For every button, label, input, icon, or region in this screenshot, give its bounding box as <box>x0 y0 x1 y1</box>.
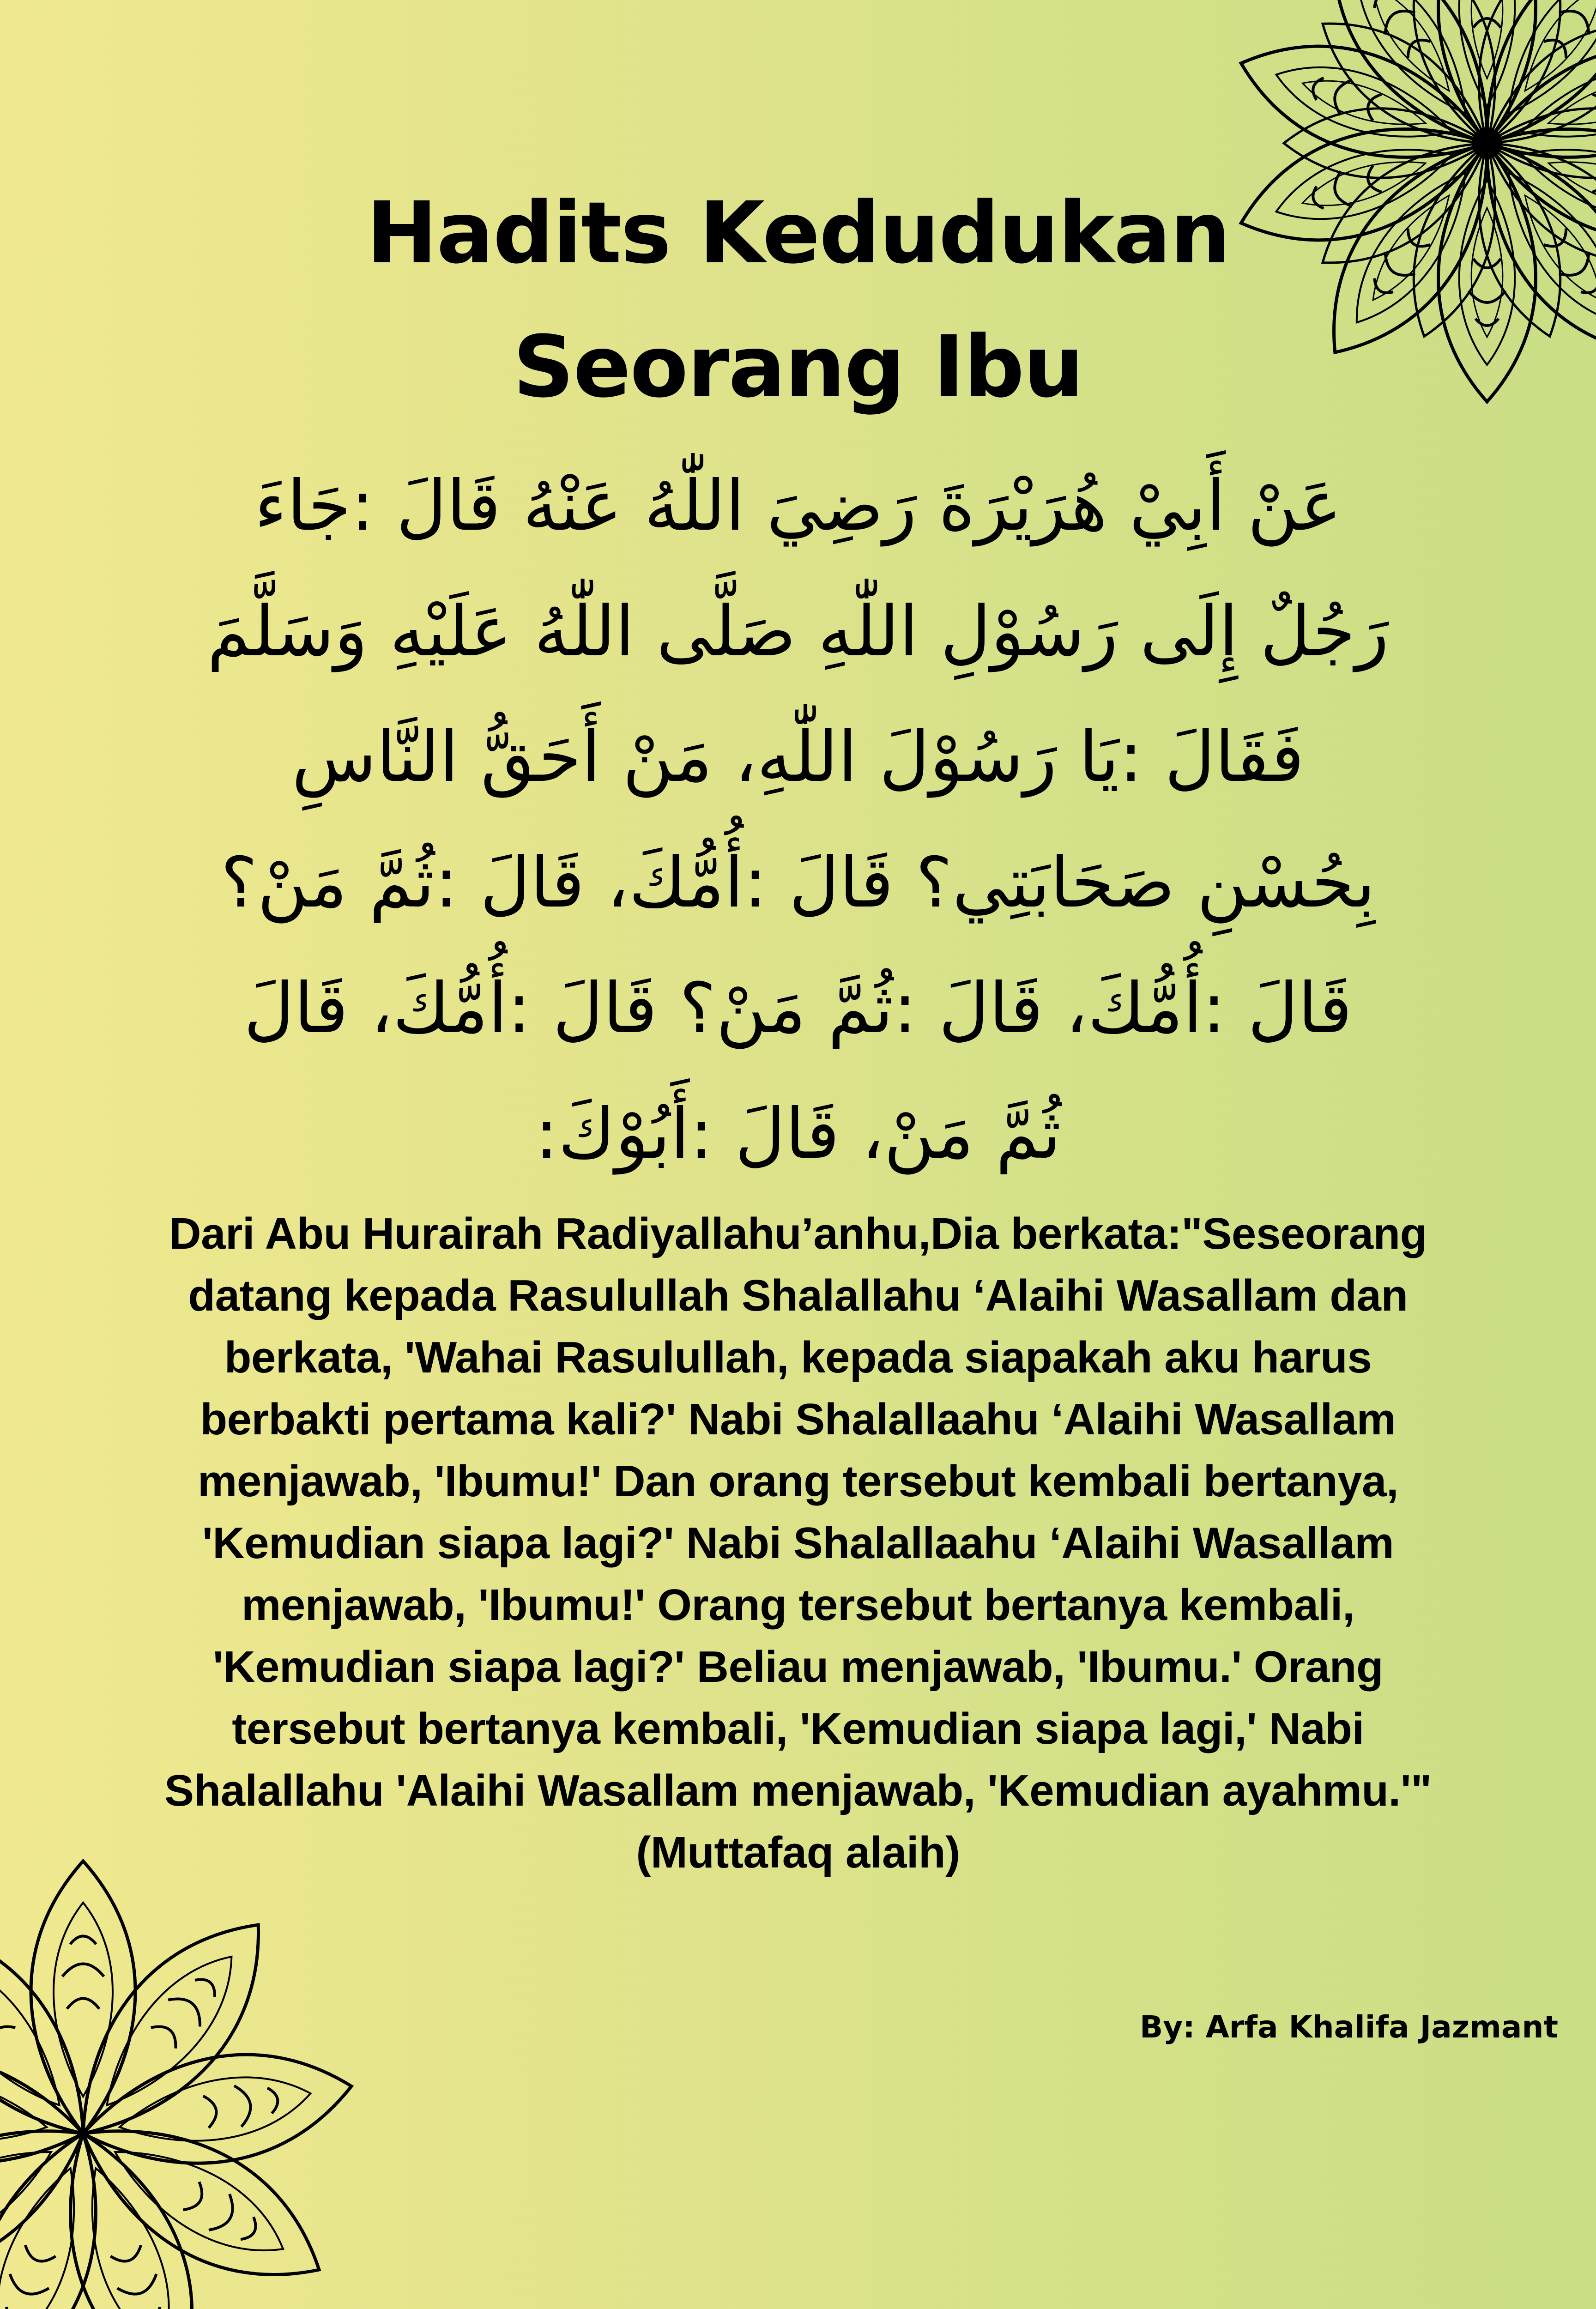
translation-line: datang kepada Rasulullah Shalallahu ‘Alaihi Wasallam dan <box>188 1271 1408 1320</box>
arabic-line: ثُمَّ مَنْ، قَالَ :أَبُوْكَ: <box>535 1094 1061 1174</box>
title-line-1: Hadits Kedudukan <box>366 184 1230 283</box>
title-line-2: Seorang Ibu <box>513 318 1083 417</box>
translation-line: berbakti pertama kali?' Nabi Shalallaahu ‘Alaihi Wasallam <box>200 1395 1396 1444</box>
arabic-line: عَنْ أَبِيْ هُرَيْرَةَ رَضِيَ اللّٰهُ عَنْهُ قَالَ :جَاءَ <box>254 466 1342 546</box>
translation-line: menjawab, 'Ibumu!' Orang tersebut bertanya kembali, <box>241 1580 1355 1630</box>
arabic-line: قَالَ :أُمُّكَ، قَالَ :ثُمَّ مَنْ؟ قَالَ :أُمُّكَ، قَالَ <box>243 968 1353 1049</box>
hadith-source: (Muttafaq alaih) <box>636 1828 960 1877</box>
mandala-ornament-bottom-left-icon <box>0 1856 360 2309</box>
page-title <box>0 166 1596 434</box>
translation-line: tersebut bertanya kembali, 'Kemudian siapa lagi,' Nabi <box>232 1704 1364 1753</box>
translation-line: berkata, 'Wahai Rasulullah, kepada siapakah aku harus <box>224 1333 1372 1382</box>
translation-line: Shalallahu 'Alaihi Wasallam menjawab, 'Kemudian ayahmu.'" <box>164 1766 1432 1815</box>
translation-line: 'Kemudian siapa lagi?' Nabi Shalallaahu ‘Alaihi Wasallam <box>202 1518 1394 1568</box>
translation-line: menjawab, 'Ibumu!' Dan orang tersebut kembali bertanya, <box>197 1457 1399 1506</box>
author-byline: By: Arfa Khalifa Jazmant <box>1139 2009 1558 2045</box>
arabic-hadith-text <box>69 443 1527 1197</box>
translation-paragraph <box>42 1203 1554 1884</box>
arabic-line: بِحُسْنِ صَحَابَتِي؟ قَالَ :أُمُّكَ، قَالَ :ثُمَّ مَنْ؟ <box>220 843 1376 923</box>
arabic-line: رَجُلٌ إِلَى رَسُوْلِ اللّٰهِ صَلَّى اللّٰهُ عَلَيْهِ وَسَلَّمَ <box>207 592 1389 672</box>
arabic-line: فَقَالَ :يَا رَسُوْلَ اللّٰهِ، مَنْ أَحَقُّ النَّاسِ <box>291 717 1305 798</box>
translation-line: 'Kemudian siapa lagi?' Beliau menjawab, 'Ibumu.' Orang <box>212 1642 1384 1692</box>
translation-line: Dari Abu Hurairah Radiyallahu’anhu,Dia berkata:"Seseorang <box>169 1209 1427 1258</box>
